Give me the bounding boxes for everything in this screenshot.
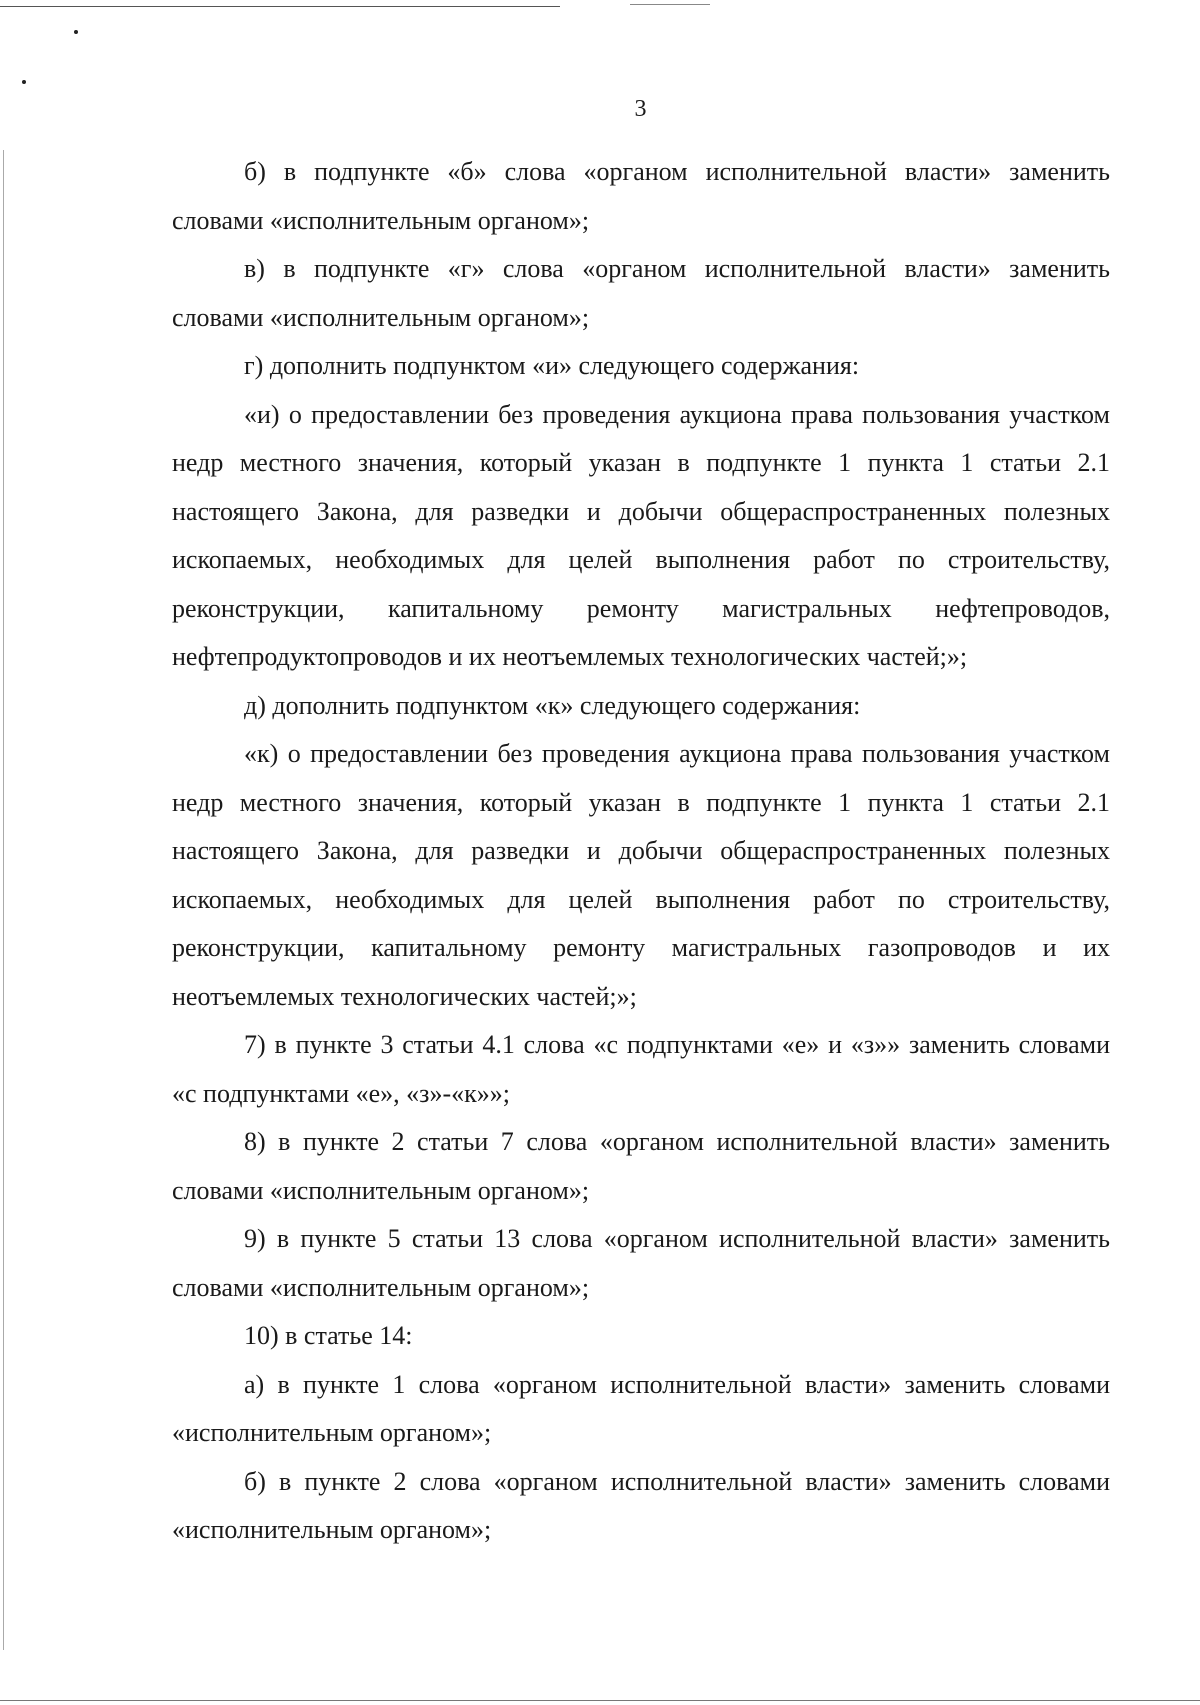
- scan-edge-bottom: [0, 1700, 1200, 1701]
- paragraph: 7) в пункте 3 статьи 4.1 слова «с подпунктами «е» и «з»» заменить словами «с подпунктами «е», «з»-«к»»;: [172, 1030, 1110, 1108]
- paragraph: д) дополнить подпунктом «к» следующего содержания:: [244, 690, 861, 720]
- paragraph: 8) в пункте 2 статьи 7 слова «органом исполнительной власти» заменить словами «исполнительным органом»;: [172, 1127, 1110, 1205]
- paragraph: а) в пункте 1 слова «органом исполнительной власти» заменить словами «исполнительным органом»;: [172, 1369, 1110, 1447]
- scan-speck: [22, 80, 26, 84]
- paragraph: «и) о предоставлении без проведения аукциона права пользования участком недр местного значения, который указан в подпункте 1 пункта 1 статьи 2.1 настоящего Закона, для разведки и добычи общераспространенных полезных ископаемых, необходимых для целей выполнения работ по строительству, реконструкции, капитальному ремонту магистральных нефтепроводов, нефтепродуктопроводов и их неотъемлемых технологических частей;»;: [172, 399, 1110, 671]
- document-body: [172, 148, 1110, 1555]
- scan-edge-top: [0, 6, 560, 7]
- paragraph: б) в пункте 2 слова «органом исполнительной власти» заменить словами «исполнительным органом»;: [172, 1466, 1110, 1544]
- paragraph: г) дополнить подпунктом «и» следующего содержания:: [244, 351, 860, 380]
- paragraph: в) в подпункте «г» слова «органом исполнительной власти» заменить словами «исполнительным органом»;: [172, 254, 1110, 332]
- paragraph: 10) в статье 14:: [244, 1321, 413, 1350]
- paragraph: «к) о предоставлении без проведения аукциона права пользования участком недр местного значения, который указан в подпункте 1 пункта 1 статьи 2.1 настоящего Закона, для разведки и добычи общераспространенных полезных ископаемых, необходимых для целей выполнения работ по строительству, реконструкции, капитальному ремонту магистральных газопроводов и их неотъемлемых технологических частей;»;: [172, 739, 1110, 1011]
- page-number: 3: [634, 96, 647, 122]
- paragraph: б) в подпункте «б» слова «органом исполнительной власти» заменить словами «исполнительным органом»;: [172, 157, 1110, 235]
- scan-edge-top-fragment: [630, 4, 710, 5]
- scan-edge-left: [3, 150, 4, 1650]
- scan-speck: [74, 30, 78, 34]
- paragraph: 9) в пункте 5 статьи 13 слова «органом исполнительной власти» заменить словами «исполнительным органом»;: [172, 1224, 1110, 1302]
